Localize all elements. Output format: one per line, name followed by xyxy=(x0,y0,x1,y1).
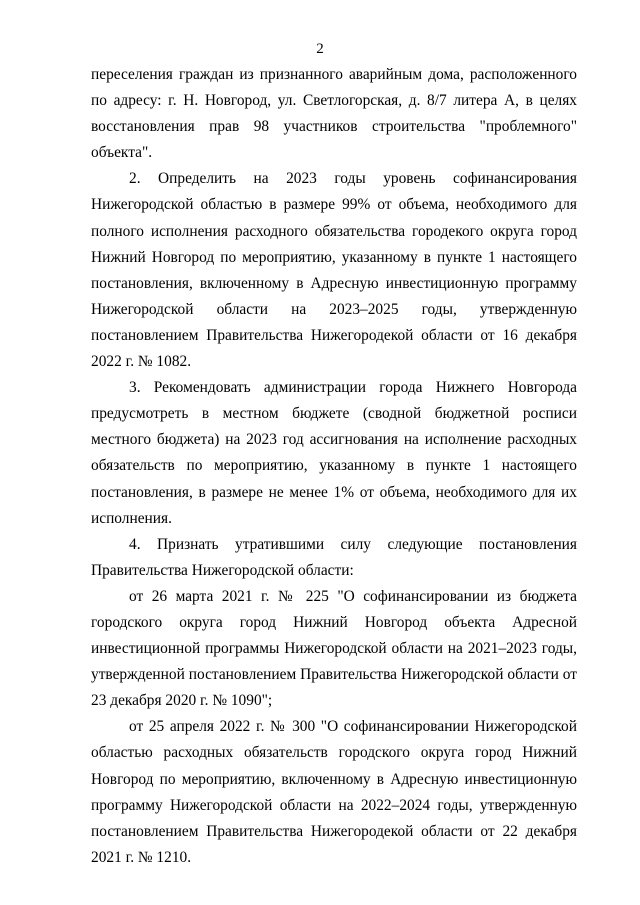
document-body xyxy=(91,62,577,871)
paragraph-repealed-decree-300: от 25 апреля 2022 г. № 300 "О софинансировании Нижегородской областью расходных обязательств городского округа город Нижний Новгород по мероприятию, включенному в Адресную инвестиционную программу Нижегородской области на 2022–2024 годы, утвержденную постановлением Правительства Нижегородекой области от 22 декабря 2021 г. № 1210. xyxy=(91,718,577,866)
paragraph-continuation: переселения граждан из признанного аварийным дома, расположенного по адресу: г. Н. Новгород, ул. Светлогорская, д. 8/7 литера А, в целях восстановления прав 98 участников строительства "проблемного" объекта". xyxy=(91,66,577,162)
paragraph-item-3: 3. Рекомендовать администрации города Нижнего Новгорода предусмотреть в местном бюджете (сводной бюджетной росписи местного бюджета) на 2023 год ассигнования на исполнение расходных обязательств по мероприятию, указанному в пункте 1 настоящего постановления, в размере не менее 1% от объема, необходимого для их исполнения. xyxy=(91,379,577,527)
paragraph-item-2: 2. Определить на 2023 годы уровень софинансирования Нижегородской областью в размере 99% от объема, необходимого для полного исполнения расходного обязательства городекого округа город Нижний Новгород по мероприятию, указанному в пункте 1 настоящего постановления, включенному в Адресную инвестиционную программу Нижегородской области на 2023–2025 годы, утвержденную постановлением Правительства Нижегородекой области от 16 декабря 2022 г. № 1082. xyxy=(91,170,577,371)
paragraph-item-4: 4. Признать утратившими силу следующие постановления Правительства Нижегородской области: xyxy=(91,535,577,579)
page-number: 2 xyxy=(316,41,324,57)
paragraph-repealed-decree-225: от 26 марта 2021 г. № 225 "О софинансировании из бюджета городского округа город Нижний Новгород объекта Адресной инвестиционной программы Нижегородской области на 2021–2023 годы, утвержденной постановлением Правительства Нижегородской области от 23 декабря 2020 г. № 1090"; xyxy=(91,587,577,710)
